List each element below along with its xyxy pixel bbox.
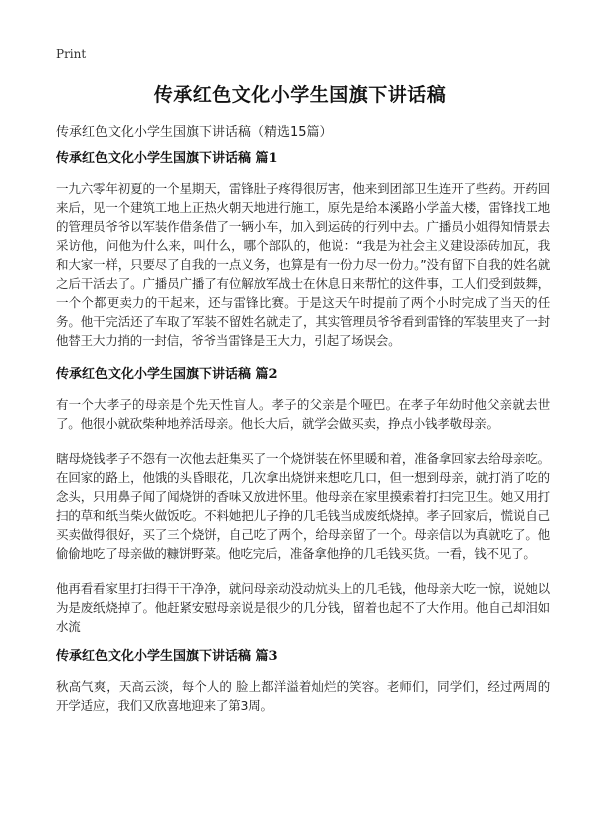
page-title: 传承红色文化小学生国旗下讲话稿	[153, 84, 447, 106]
paragraph: 他再看看家里打扫得干干净净，就问母亲动没动炕头上的几毛钱，他母亲大吃一惊，说她以为是废纸烧掉了。他赶紧安慰母亲说是很少的几分钱，留着也起不了大作用。他自己却泪如水流	[56, 581, 550, 634]
section-heading: 传承红色文化小学生国旗下讲话稿 篇3	[56, 649, 278, 664]
section-3	[56, 648, 550, 715]
document-body	[56, 150, 550, 731]
section-2	[56, 366, 550, 636]
section-heading: 传承红色文化小学生国旗下讲话稿 篇1	[56, 151, 278, 166]
paragraph: 一九六零年初夏的一个星期天，雷锋肚子疼得很厉害，他来到团部卫生连开了些药。开药回来后，见一个建筑工地上正热火朝天地进行施工，原先是给本溪路小学盖大楼，雷锋找工地的管理员爷爷以军装作借条借了一辆小车，加入到运砖的行列中去。广播员小姐得知情景去采访他，问他为什么来，叫什么，哪个部队的，他说：“我是为社会主义建设添砖加瓦，我和大家一样，只要尽了自我的一点义务，也算是有一份力尽一份力。”没有留下自我的姓名就之后干活去了。广播员广播了有位解放军战士在休息日来帮忙的这件事，工人们受到鼓舞，一个个都更卖力的干起来，还与雷锋比赛。于是这天午时提前了两个小时完成了当天的任务。他干完活还了车取了军装不留姓名就走了，其实管理员爷爷看到雷锋的军装里夹了一封他替王大力捎的一封信，爷爷当雷锋是王大力，引起了场误会。	[56, 181, 550, 348]
section-heading: 传承红色文化小学生国旗下讲话稿 篇2	[56, 367, 278, 382]
paragraph: 瞎母烧钱孝子不怨有一次他去赶集买了一个烧饼装在怀里暖和着，准备拿回家去给母亲吃。在回家的路上，他饿的头昏眼花，几次拿出烧饼来想吃几口，但一想到母亲，就打消了吃的念头，只用鼻子闻了闻烧饼的香味又放进怀里。他母亲在家里摸索着打扫完卫生。她又用打扫的草和纸当柴火做饭吃。不料她把儿子挣的几毛钱当成废纸烧掉。孝子回家后，慌说自己买卖做得很好，买了三个烧饼，自己吃了两个，给母亲留了一个。母亲信以为真就吃了。他偷偷地吃了母亲做的糠饼野菜。他吃完后，准备拿他挣的几毛钱买货。一看，钱不见了。	[56, 451, 550, 561]
section-1	[56, 150, 550, 350]
paragraph: 有一个大孝子的母亲是个先天性盲人。孝子的父亲是个哑巴。在孝子年幼时他父亲就去世了。他很小就砍柴种地养活母亲。他长大后，就学会做买卖，挣点小钱孝敬母亲。	[56, 397, 550, 431]
paragraph: 秋高气爽，天高云淡，每个人的 脸上都洋溢着灿烂的笑容。老师们，同学们，经过两周的开学适应，我们又欣喜地迎来了第3周。	[56, 679, 550, 713]
print-link[interactable]: Print	[56, 47, 87, 61]
document-subtitle: 传承红色文化小学生国旗下讲话稿（精选15篇）	[56, 125, 333, 140]
